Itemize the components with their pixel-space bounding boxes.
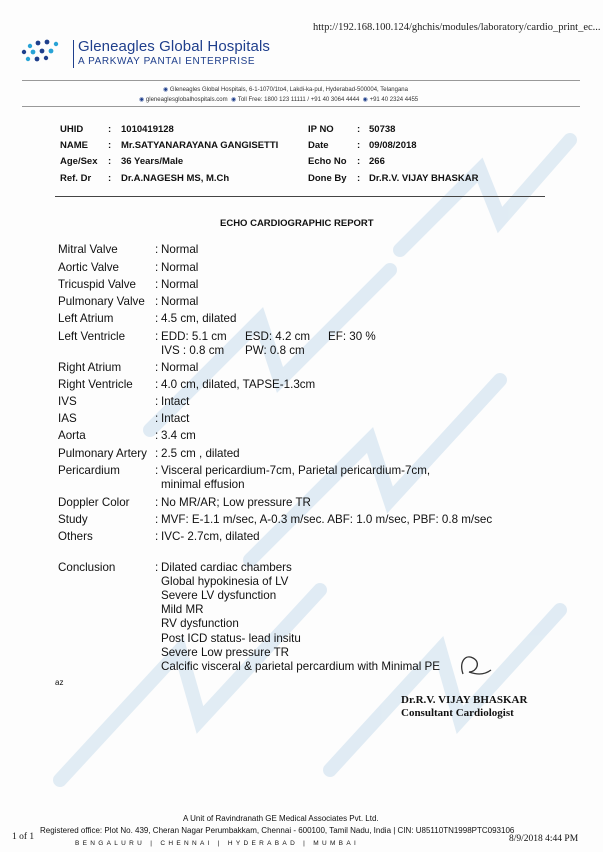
name-value: Mr.SATYANARAYANA GANGISETTI — [121, 140, 279, 151]
finding-label: Pericardium — [58, 464, 120, 477]
date-value: 09/08/2018 — [369, 140, 417, 151]
finding-value: IVS : 0.8 cm — [161, 344, 225, 357]
name-label: NAME — [60, 140, 88, 151]
finding-label: IVS — [58, 395, 77, 408]
refdr-value: Dr.A.NAGESH MS, M.Ch — [121, 173, 230, 184]
agesex-value: 36 Years/Male — [121, 156, 184, 167]
finding-value: 4.0 cm, dilated, TAPSE-1.3cm — [161, 378, 316, 391]
doctor-name: Dr.R.V. VIJAY BHASKAR — [401, 694, 528, 706]
finding-label: Right Ventricle — [58, 378, 133, 391]
colon: : — [155, 395, 159, 408]
print-url: http://192.168.100.124/ghchis/modules/laboratory/cardio_print_ec... — [313, 22, 601, 33]
colon: : — [155, 513, 159, 526]
logo-divider — [73, 40, 74, 68]
finding-value: EDD: 5.1 cm — [161, 330, 227, 343]
footer-registered: Registered office: Plot No. 439, Cheran Nagar Perumbakkam, Chennai - 600100, Tamil Nadu, India | CIN: U85110TN1998PTC093106 — [40, 826, 515, 835]
finding-label: Right Atrium — [58, 361, 122, 374]
colon: : — [108, 156, 112, 167]
uhid-value: 1010419128 — [121, 124, 174, 135]
finding-label: Tricuspid Valve — [58, 278, 136, 291]
colon: : — [357, 124, 361, 135]
finding-label: Aortic Valve — [58, 261, 119, 274]
uhid-label: UHID — [60, 124, 84, 135]
hospital-tagline: A PARKWAY PANTAI ENTERPRISE — [78, 56, 256, 67]
colon: : — [155, 530, 159, 543]
finding-value: EF: 30 % — [328, 330, 376, 343]
conclusion-item: RV dysfunction — [161, 617, 239, 630]
header-divider — [22, 80, 580, 81]
hospital-contacts: ◉ gleneaglesglobalhospitals.com ◉ Toll Free: 1800 123 11111 / +91 40 3064 4444 ◉ +91 40 2324 4455 — [139, 97, 419, 103]
colon: : — [357, 173, 361, 184]
finding-label: Pulmonary Valve — [58, 295, 145, 308]
finding-value: MVF: E-1.1 m/sec, A-0.3 m/sec. ABF: 1.0 m/sec, PBF: 0.8 m/sec — [161, 513, 493, 526]
doneby-value: Dr.R.V. VIJAY BHASKAR — [369, 173, 479, 184]
finding-value: ESD: 4.2 cm — [245, 330, 311, 343]
colon: : — [108, 140, 112, 151]
finding-value: minimal effusion — [161, 478, 245, 491]
ipno-label: IP NO — [308, 124, 334, 135]
agesex-label: Age/Sex — [60, 156, 98, 167]
doneby-label: Done By — [308, 173, 347, 184]
finding-value: Visceral pericardium-7cm, Parietal pericardium-7cm, — [161, 464, 431, 477]
colon: : — [155, 312, 159, 325]
finding-value: 4.5 cm, dilated — [161, 312, 237, 325]
conclusion-item: Severe Low pressure TR — [161, 646, 290, 659]
finding-label: IAS — [58, 412, 77, 425]
web-icon: ◉ — [139, 97, 145, 103]
finding-value: PW: 0.8 cm — [245, 344, 305, 357]
echono-value: 266 — [369, 156, 385, 167]
finding-label: Aorta — [58, 429, 86, 442]
hospital-name: Gleneagles Global Hospitals — [78, 38, 270, 55]
report-title: ECHO CARDIOGRAPHIC REPORT — [220, 218, 374, 229]
finding-label: Study — [58, 513, 88, 526]
header-divider — [22, 106, 580, 107]
phone-icon: ◉ — [362, 97, 368, 103]
finding-value: Normal — [161, 243, 199, 256]
phone-icon: ◉ — [231, 97, 237, 103]
hospital-address: ◉ Gleneagles Global Hospitals, 6-1-1070/1to4, Lakdi-ka-pul, Hyderabad-500004, Telangana — [163, 87, 408, 93]
print-timestamp: 8/9/2018 4:44 PM — [509, 834, 579, 844]
ipno-value: 50738 — [369, 124, 396, 135]
conclusion-label: Conclusion — [58, 561, 116, 574]
finding-label: Others — [58, 530, 93, 543]
echono-label: Echo No — [308, 156, 347, 167]
finding-label: Left Ventricle — [58, 330, 126, 343]
typist-initials: az — [55, 678, 64, 687]
finding-value: Normal — [161, 361, 199, 374]
finding-value: 3.4 cm — [161, 429, 196, 442]
finding-value: No MR/AR; Low pressure TR — [161, 496, 311, 509]
finding-value: Normal — [161, 295, 199, 308]
finding-label: Mitral Valve — [58, 243, 118, 256]
finding-value: Intact — [161, 395, 190, 408]
conclusion-item: Severe LV dysfunction — [161, 589, 277, 602]
colon: : — [155, 464, 159, 477]
finding-value: IVC- 2.7cm, dilated — [161, 530, 260, 543]
footer-cities: BENGALURU | CHENNAI | HYDERABAD | MUMBAI — [75, 840, 360, 847]
colon: : — [108, 124, 112, 135]
colon: : — [155, 496, 159, 509]
hospital-logo-icon — [18, 38, 70, 66]
location-icon: ◉ — [163, 87, 169, 93]
conclusion-item: Dilated cardiac chambers — [161, 561, 292, 574]
finding-label: Left Atrium — [58, 312, 114, 325]
finding-value: Normal — [161, 261, 199, 274]
finding-label: Pulmonary Artery — [58, 447, 147, 460]
info-divider — [55, 196, 545, 197]
page-number: 1 of 1 — [12, 832, 35, 842]
colon: : — [155, 412, 159, 425]
conclusion-item: Calcific visceral & parietal percardium with Minimal PE — [161, 660, 440, 673]
colon: : — [155, 278, 159, 291]
conclusion-item: Global hypokinesia of LV — [161, 575, 289, 588]
date-label: Date — [308, 140, 329, 151]
conclusion-item: Post ICD status- lead insitu — [161, 632, 301, 645]
finding-value: Normal — [161, 278, 199, 291]
colon: : — [155, 429, 159, 442]
colon: : — [108, 173, 112, 184]
colon: : — [155, 261, 159, 274]
finding-value: Intact — [161, 412, 190, 425]
colon: : — [155, 378, 159, 391]
colon: : — [155, 330, 159, 343]
colon: : — [155, 561, 159, 574]
colon: : — [155, 447, 159, 460]
conclusion-item: Mild MR — [161, 603, 204, 616]
doctor-title: Consultant Cardiologist — [401, 707, 514, 719]
finding-label: Doppler Color — [58, 496, 130, 509]
colon: : — [357, 140, 361, 151]
colon: : — [357, 156, 361, 167]
colon: : — [155, 243, 159, 256]
finding-value: 2.5 cm , dilated — [161, 447, 240, 460]
refdr-label: Ref. Dr — [60, 173, 92, 184]
signature-scribble-icon — [455, 652, 495, 680]
footer-unit: A Unit of Ravindranath GE Medical Associates Pvt. Ltd. — [183, 814, 379, 823]
colon: : — [155, 361, 159, 374]
colon: : — [155, 295, 159, 308]
